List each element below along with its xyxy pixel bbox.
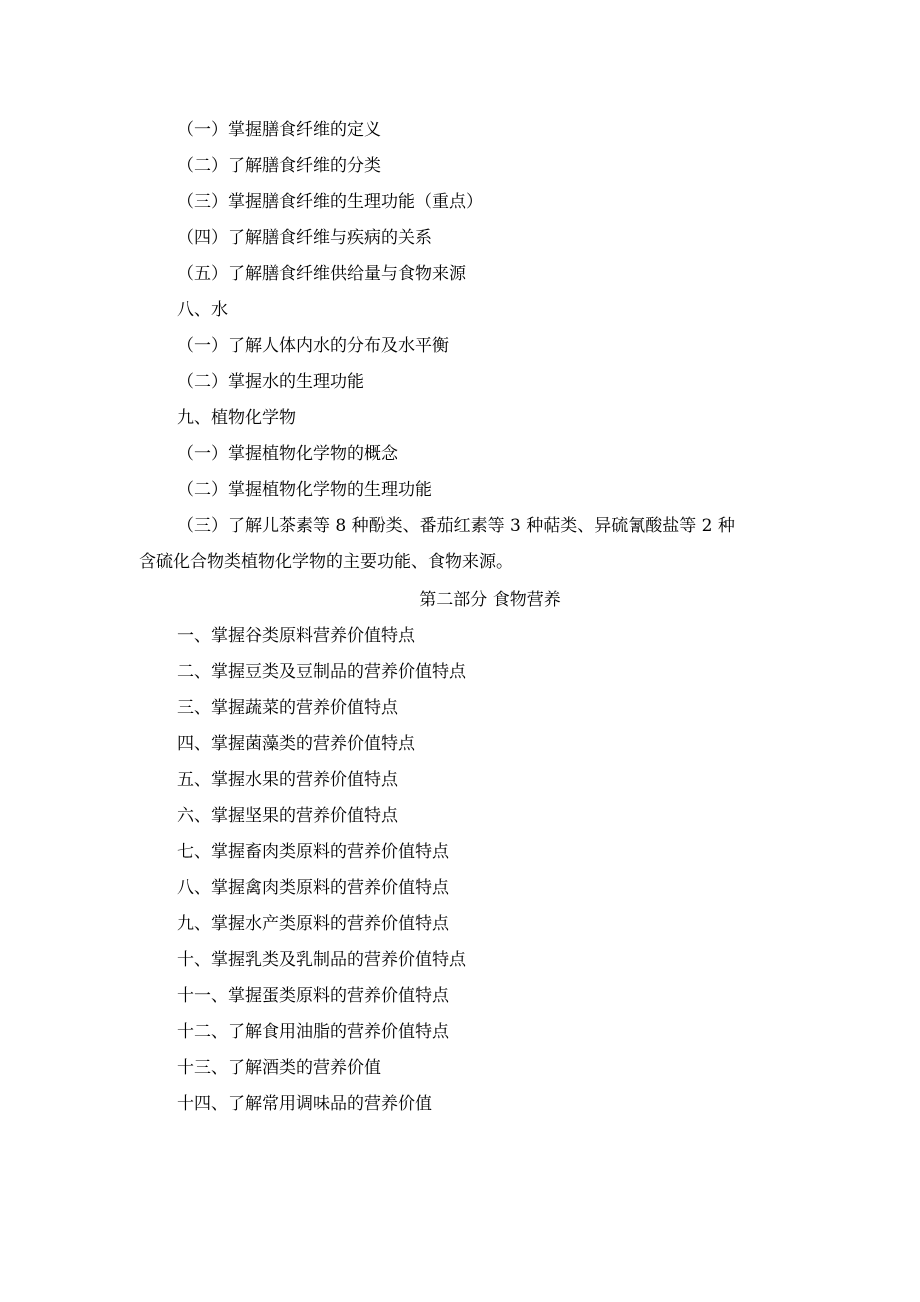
text-line: （五）了解膳食纤维供给量与食物来源 [177,264,466,284]
list-item: 十二、了解食用油脂的营养价值特点 [177,1022,449,1042]
text-line: （一）了解人体内水的分布及水平衡 [177,336,449,356]
text-line: （三）掌握膳食纤维的生理功能（重点） [177,192,483,212]
list-item: 七、掌握畜肉类原料的营养价值特点 [177,842,449,862]
section-heading: 八、水 [177,300,228,320]
list-item: 一、掌握谷类原料营养价值特点 [177,626,415,646]
list-item: 十一、掌握蛋类原料的营养价值特点 [177,986,449,1006]
list-item: 十四、了解常用调味品的营养价值 [177,1094,432,1114]
list-item: 六、掌握坚果的营养价值特点 [177,806,398,826]
text-line: （一）掌握膳食纤维的定义 [177,120,381,140]
list-item: 九、掌握水产类原料的营养价值特点 [177,914,449,934]
list-item: 八、掌握禽肉类原料的营养价值特点 [177,878,449,898]
text-line: （四）了解膳食纤维与疾病的关系 [177,228,432,248]
list-item: 三、掌握蔬菜的营养价值特点 [177,698,398,718]
list-item: 十三、了解酒类的营养价值 [177,1058,381,1078]
part-title: 第二部分 食物营养 [419,590,561,610]
text-line: （一）掌握植物化学物的概念 [177,444,398,464]
list-item: 十、掌握乳类及乳制品的营养价值特点 [177,950,466,970]
text-line: （二）掌握水的生理功能 [177,372,364,392]
text-line: （二）了解膳食纤维的分类 [177,156,381,176]
list-item: 五、掌握水果的营养价值特点 [177,770,398,790]
text-line: （二）掌握植物化学物的生理功能 [177,480,432,500]
section-heading: 九、植物化学物 [177,408,296,428]
list-item: 二、掌握豆类及豆制品的营养价值特点 [177,662,466,682]
list-item: 四、掌握菌藻类的营养价值特点 [177,734,415,754]
text-line: （三）了解儿茶素等 8 种酚类、番茄红素等 3 种萜类、异硫氰酸盐等 2 种 [177,516,735,536]
text-line: 含硫化合物类植物化学物的主要功能、食物来源。 [139,552,513,572]
